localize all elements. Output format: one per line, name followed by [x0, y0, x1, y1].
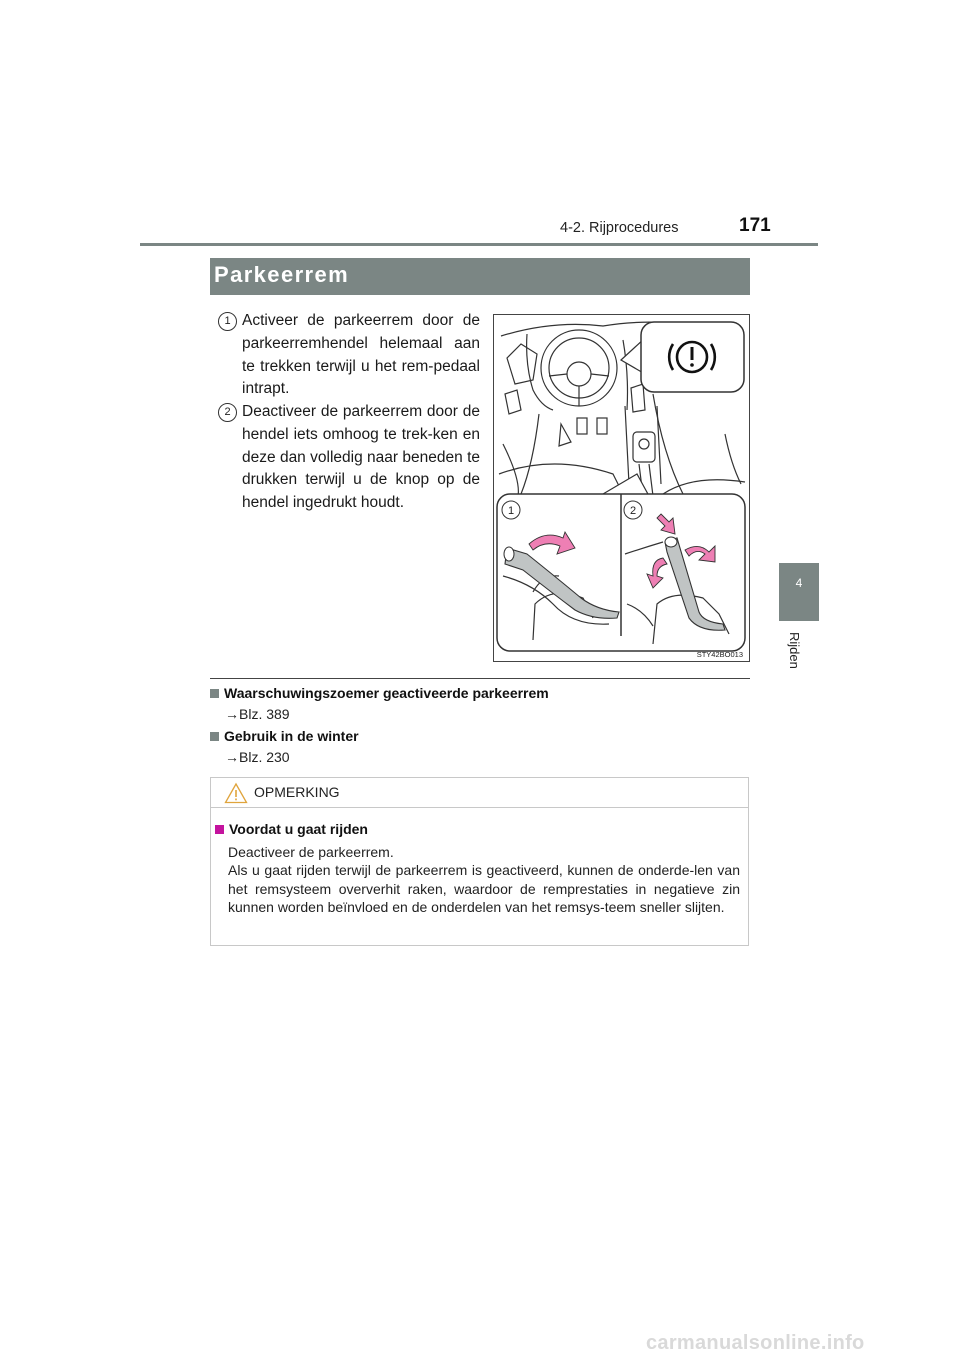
chapter-tab	[779, 563, 819, 621]
illustration-code: STY42BO013	[696, 650, 743, 659]
caution-header-divider	[211, 807, 748, 808]
watermark: carmanualsonline.info	[646, 1332, 865, 1354]
page-heading: Parkeerrem	[214, 262, 350, 287]
note-bullet-square	[210, 689, 219, 698]
caution-item-heading: Voordat u gaat rijden	[215, 821, 368, 837]
warning-icon-dot	[690, 363, 694, 367]
note-bullet-square	[210, 732, 219, 741]
note-1-reference: →Blz. 389	[225, 706, 290, 722]
step-2-text: Deactiveer de parkeerrem door de hendel iets omhoog te trek-ken en deze dan volledig naar beneden te drukken terwijl u de knop op de hendel ingedrukt houdt.	[242, 403, 480, 512]
note-2-reference: →Blz. 230	[225, 749, 290, 765]
section-divider	[210, 678, 750, 679]
callout-number-2-text: 2	[629, 505, 637, 517]
lever-1-button	[504, 547, 514, 561]
chapter-tab-label: Rijden	[787, 632, 802, 669]
page-number: 171	[739, 215, 771, 236]
section-title: 4-2. Rijprocedures	[560, 220, 679, 236]
chapter-tab-number: 4	[795, 576, 803, 590]
parking-brake-illustration	[493, 314, 750, 662]
step-number-1: 1	[218, 312, 237, 331]
callout-number-1-text: 1	[507, 505, 515, 517]
caution-body	[228, 843, 740, 916]
step-1-text: Activeer de parkeerrem door de parkeerremhendel helemaal aan te trekken terwijl u het rem-pedaal intrapt.	[242, 312, 480, 398]
caution-label: OPMERKING	[254, 784, 340, 800]
warning-triangle-icon	[224, 782, 248, 804]
warning-icon-bar	[691, 347, 694, 360]
step-number-2: 2	[218, 403, 237, 422]
note-1-heading: Waarschuwingszoemer geactiveerde parkeerrem	[210, 685, 549, 701]
header-divider	[140, 243, 818, 246]
caution-line-1: Deactiveer de parkeerrem.	[228, 844, 394, 860]
caution-bullet-square	[215, 825, 224, 834]
lever-2-button	[665, 537, 677, 547]
note-2-heading: Gebruik in de winter	[210, 728, 359, 744]
caution-line-2: Als u gaat rijden terwijl de parkeerrem is geactiveerd, kunnen de onderde-len van het remsysteem oververhit raken, waardoor de remprestaties in negatieve zin kunnen worden beïnvloed en de onderdelen van het remsys-teem sneller slijten.	[228, 862, 740, 915]
